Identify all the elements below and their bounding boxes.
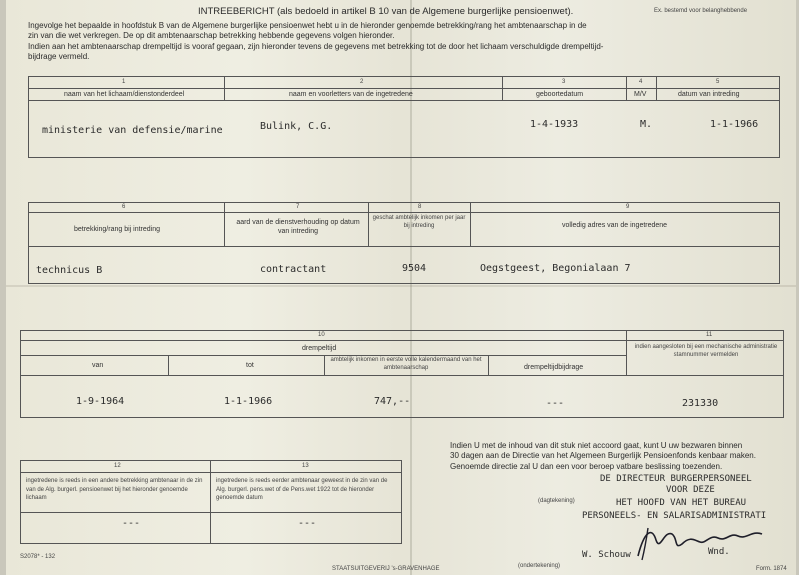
- col-8-label: geschat ambtelijk inkomen per jaar bij intreding: [372, 215, 466, 229]
- divider: [368, 202, 369, 246]
- divider: [324, 355, 325, 375]
- signer-name: W. Schouw: [582, 550, 631, 560]
- copy-note: Ex. bestemd voor belanghebbende: [654, 8, 748, 14]
- intro-line-4: bijdrage vermeld.: [28, 52, 90, 61]
- address-value: Oegstgeest, Begonialaan 7: [480, 263, 631, 274]
- intro-line-2: zin van die wet verkregen. De op dit ambtenaarschap betrekking hebbende gegevens volgen hieronder.: [28, 31, 395, 40]
- name-value: Bulink, C.G.: [260, 121, 333, 132]
- bijdrage-label: drempeltijdbijdrage: [524, 364, 584, 371]
- bijdrage-value: ---: [546, 398, 565, 409]
- dagtekening-label: (dagtekening): [538, 498, 575, 504]
- col-5-number: 5: [716, 79, 720, 85]
- divider: [20, 355, 626, 356]
- objection-line-1: Indien U met de inhoud van dit stuk niet accoord gaat, kunt U uw bezwaren binnen: [450, 441, 743, 450]
- stamp-line-3: HET HOOFD VAN HET BUREAU: [616, 498, 747, 508]
- col-13-number: 13: [302, 463, 309, 469]
- col-10-number: 10: [318, 332, 325, 338]
- inkomen-value: 747,--: [374, 396, 411, 407]
- form-code: S2078* - 132: [20, 554, 56, 560]
- divider: [28, 88, 780, 89]
- divider: [224, 202, 225, 246]
- divider: [20, 472, 402, 473]
- col-2-label: naam en voorletters van de ingetredene: [289, 91, 413, 98]
- col-12-label: ingetredene is reeds in een andere betrekking ambtenaar in de zin van de Alg. burgerl. pensioenwet bij het hieronder genoemde lichaam: [26, 478, 203, 501]
- col-2-number: 2: [360, 79, 364, 85]
- signer-title: Wnd.: [708, 547, 730, 557]
- col-7-label: aard van de dienstverhouding op datum van intreding: [236, 219, 360, 235]
- divider: [28, 100, 780, 101]
- stamp-line-4: PERSONEELS- EN SALARISADMINISTRATI: [582, 511, 767, 521]
- col-12-number: 12: [114, 463, 121, 469]
- form-sheet: [6, 0, 796, 575]
- birthdate-value: 1-4-1933: [530, 119, 579, 130]
- col-11-number: 11: [706, 332, 713, 338]
- handwritten-signature: [634, 522, 766, 562]
- col-3-label: geboortedatum: [536, 91, 584, 98]
- intro-line-3: Indien aan het ambtenaarschap drempeltijd is vooraf gegaan, zijn hieronder tevens de gegevens met betrekking tot de door het lichaam verschuldigde drempeltijd-: [28, 42, 604, 51]
- ondertekening-label: (ondertekening): [518, 563, 561, 569]
- col-5-label: datum van intreding: [678, 91, 740, 98]
- col-6-number: 6: [122, 204, 126, 210]
- col-4-number: 4: [639, 79, 643, 85]
- printer-line: STAATSUITGEVERIJ 's-GRAVENHAGE: [332, 566, 440, 572]
- employer-value: ministerie van defensie/marine: [42, 125, 223, 136]
- col-13-value: ---: [298, 518, 317, 529]
- stamp-line-2: VOOR DEZE: [666, 485, 715, 495]
- col-9-number: 9: [626, 204, 630, 210]
- col-6-label: betrekking/rang bij intreding: [74, 226, 160, 233]
- form-title: INTREEBERICHT (als bedoeld in artikel B 10 van de Algemene burgerlijke pensioenwet).: [198, 6, 574, 17]
- divider: [210, 460, 211, 544]
- divider: [168, 355, 169, 375]
- position-value: technicus B: [36, 265, 103, 276]
- objection-line-3: Genoemde directie zal U dan een voor beroep vatbare beslissing toezenden.: [450, 462, 723, 471]
- divider: [28, 212, 780, 213]
- income-value: 9504: [402, 263, 427, 274]
- intro-line-1: Ingevolge het bepaalde in hoofdstuk B van de Algemene burgerlijke pensioenwet hebt u in de hieronder genoemde betrekking/rang het ambtenaarschap in de: [28, 21, 587, 30]
- col-3-number: 3: [562, 79, 566, 85]
- van-label: van: [92, 362, 104, 369]
- divider: [28, 246, 780, 247]
- col-8-number: 8: [418, 204, 422, 210]
- divider: [20, 375, 784, 376]
- tot-value: 1-1-1966: [224, 396, 273, 407]
- entry-date-value: 1-1-1966: [710, 119, 759, 130]
- stamp-line-1: DE DIRECTEUR BURGERPERSONEEL: [600, 474, 752, 484]
- paper-fold-horizontal: [6, 285, 796, 287]
- divider: [224, 76, 225, 100]
- drempeltijd-label: drempeltijd: [302, 345, 337, 352]
- divider: [470, 202, 471, 246]
- objection-line-2: 30 dagen aan de Directie van het Algemeen Burgerlijk Pensioenfonds kenbaar maken.: [450, 451, 756, 460]
- col-12-value: ---: [122, 518, 141, 529]
- col-13-label: ingetredene is reeds eerder ambtenaar geweest in de zin van de Alg. burgerl. pens.wet of de Pens.wet 1922 tot de hieronder genoemde datum: [216, 478, 388, 501]
- col-4-label: M/V: [634, 91, 647, 98]
- divider: [656, 76, 657, 100]
- stamnummer-value: 231330: [682, 398, 719, 409]
- stamnummer-label: indien aangesloten bij een mechanische administratie stamnummer vermelden: [634, 344, 778, 358]
- divider: [626, 76, 627, 100]
- col-9-label: volledig adres van de ingetredene: [562, 222, 668, 229]
- divider: [20, 512, 402, 513]
- divider: [488, 355, 489, 375]
- col-7-number: 7: [296, 204, 300, 210]
- divider: [626, 330, 627, 375]
- gender-value: M.: [640, 119, 653, 130]
- col-1-number: 1: [122, 79, 126, 85]
- tot-label: tot: [246, 362, 254, 369]
- divider: [20, 340, 784, 341]
- col-1-label: naam van het lichaam/dienstonderdeel: [64, 91, 185, 98]
- form-number: Form. 1874: [756, 566, 787, 572]
- divider: [502, 76, 503, 100]
- employment-type-value: contractant: [260, 264, 327, 275]
- van-value: 1-9-1964: [76, 396, 125, 407]
- inkomen-label: ambtelijk inkomen in eerste volle kalendermaand van het ambtenaarschap: [330, 357, 482, 371]
